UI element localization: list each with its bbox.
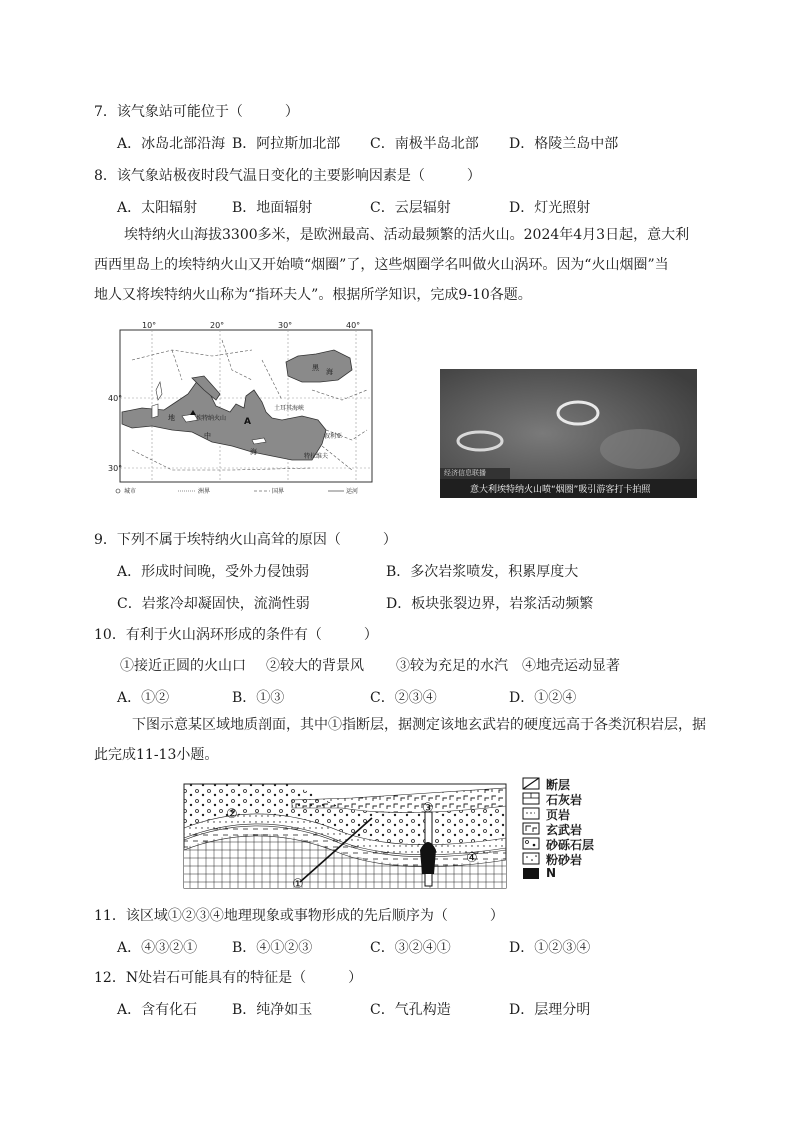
passage-geology-line-1: 下图示意某区域地质剖面，其中①指断层，据测定该地玄武岩的硬度远高于各类沉积岩层，据 [132,717,706,733]
lat-label-40: 40° [108,394,123,403]
legend-basalt: 玄武岩 [546,823,583,837]
q11-option-a: A．④③②① [117,940,198,956]
q10-option-c: C．②③④ [370,690,437,706]
question-12-stem: 12．N处岩石可能具有的特征是（ ） [94,970,363,986]
q8-option-b: B．地面辐射 [232,200,313,216]
q7-option-b: B．阿拉斯加北部 [232,136,341,152]
q10-option-b: B．①③ [232,690,285,706]
legend-city: 城市 [124,488,137,495]
question-10-stem: 10．有利于火山涡环形成的条件有（ ） [94,627,378,643]
section-label-2: ② [226,807,238,822]
map-svg [108,320,380,498]
q11-option-c: C．③②④① [370,940,451,956]
geologic-section [182,778,512,890]
legend-continent-border: 洲界 [198,488,211,495]
section-svg [182,778,512,890]
section-label-1: ① [292,877,304,892]
section-label-4: ④ [466,851,478,866]
passage-etna-line-1: 埃特纳火山海拔3300多米，是欧洲最高、活动最频繁的活火山。2024年4月3日起，意大利 [124,227,690,243]
bosporus-label: 土耳其海峡 [274,405,305,412]
q9-option-a: A．形成时间晚，受外力侵蚀弱 [117,564,310,580]
lon-label-30: 30° [278,321,293,330]
passage-geology-line-2: 此完成11-13小题。 [94,747,219,763]
q7-option-a: A．冰岛北部沿海 [117,136,226,152]
passage-etna-line-2: 西西里岛上的埃特纳火山又开始喷“烟圈”了，这些烟圈学名叫做火山涡环。因为“火山烟圈”当 [94,257,669,273]
q10-condition-1: ①接近正圆的火山口 [120,658,246,674]
legend-gravel: 砂砾石层 [546,838,595,852]
q9-option-c: C．岩浆冷却凝固快，流淌性弱 [117,596,310,612]
passage-etna [94,220,734,310]
photo-tag: 经济信息联播 [444,469,486,477]
question-11-stem: 11．该区域①②③④地理现象或事物形成的先后顺序为（ ） [94,908,504,924]
black-sea-label-2: 海 [326,368,333,376]
photo-caption: 意大利埃特纳火山喷“烟圈”吸引游客打卡拍照 [470,485,651,495]
q12-option-c: C．气孔构造 [370,1002,451,1018]
etna-label: 埃特纳火山 [196,415,227,422]
lon-label-20: 20° [210,321,225,330]
lon-label-10: 10° [142,321,157,330]
q11-option-b: B．④①②③ [232,940,313,956]
lat-label-30: 30° [108,464,123,473]
q10-option-a: A．①② [117,690,170,706]
q10-option-d: D．①②④ [509,690,577,706]
q9-option-d: D．板块张裂边界，岩浆活动频繁 [386,596,594,612]
point-a-label: A [244,417,251,427]
legend-shale: 页岩 [546,808,571,822]
passage-geology [94,710,734,770]
black-sea-label-1: 黑 [312,364,319,372]
photo-svg [440,369,697,498]
q9-option-b: B．多次岩浆喷发，积累厚度大 [386,564,579,580]
lon-label-40: 40° [346,321,361,330]
q8-option-c: C．云层辐射 [370,200,451,216]
q12-option-b: B．纯净如玉 [232,1002,313,1018]
legend-limestone: 石灰岩 [546,793,583,807]
question-7-stem: 7．该气象站可能位于（ ） [94,104,299,120]
q8-option-d: D．灯光照射 [509,200,591,216]
q7-option-d: D．格陵兰岛中部 [509,136,619,152]
telaviv-label: 特拉维夫 [304,453,329,460]
q10-condition-2: ②较大的背景风 [266,658,364,674]
q10-condition-4: ④地壳运动显著 [522,658,620,674]
legend-canal: 运河 [346,488,359,495]
sea-label-hai: 海 [250,448,257,456]
legend-swatches [522,776,542,888]
syria-label: 叙利亚 [324,433,343,440]
q11-option-d: D．①②③④ [509,940,591,956]
legend-n: N [546,866,557,880]
etna-smoke-ring-photo [440,369,697,498]
legend-fault: 断层 [546,778,571,792]
question-8-stem: 8．该气象站极夜时段气温日变化的主要影响因素是（ ） [94,168,481,184]
legend-siltstone: 粉砂岩 [546,853,583,867]
question-9-stem: 9．下列不属于埃特纳火山高耸的原因（ ） [94,532,397,548]
q12-option-a: A．含有化石 [117,1002,198,1018]
mediterranean-map [108,320,380,498]
q7-option-c: C．南极半岛北部 [370,136,479,152]
sea-label-di: 地 [168,414,175,422]
q8-option-a: A．太阳辐射 [117,200,198,216]
passage-etna-line-3: 地人又将埃特纳火山称为“指环夫人”。根据所学知识，完成9-10各题。 [94,287,532,303]
q10-condition-3: ③较为充足的水汽 [396,658,508,674]
legend-national-border: 国界 [272,488,285,495]
q12-option-d: D．层理分明 [509,1002,591,1018]
section-label-3: ③ [422,801,434,816]
sea-label-zhong: 中 [204,432,211,440]
